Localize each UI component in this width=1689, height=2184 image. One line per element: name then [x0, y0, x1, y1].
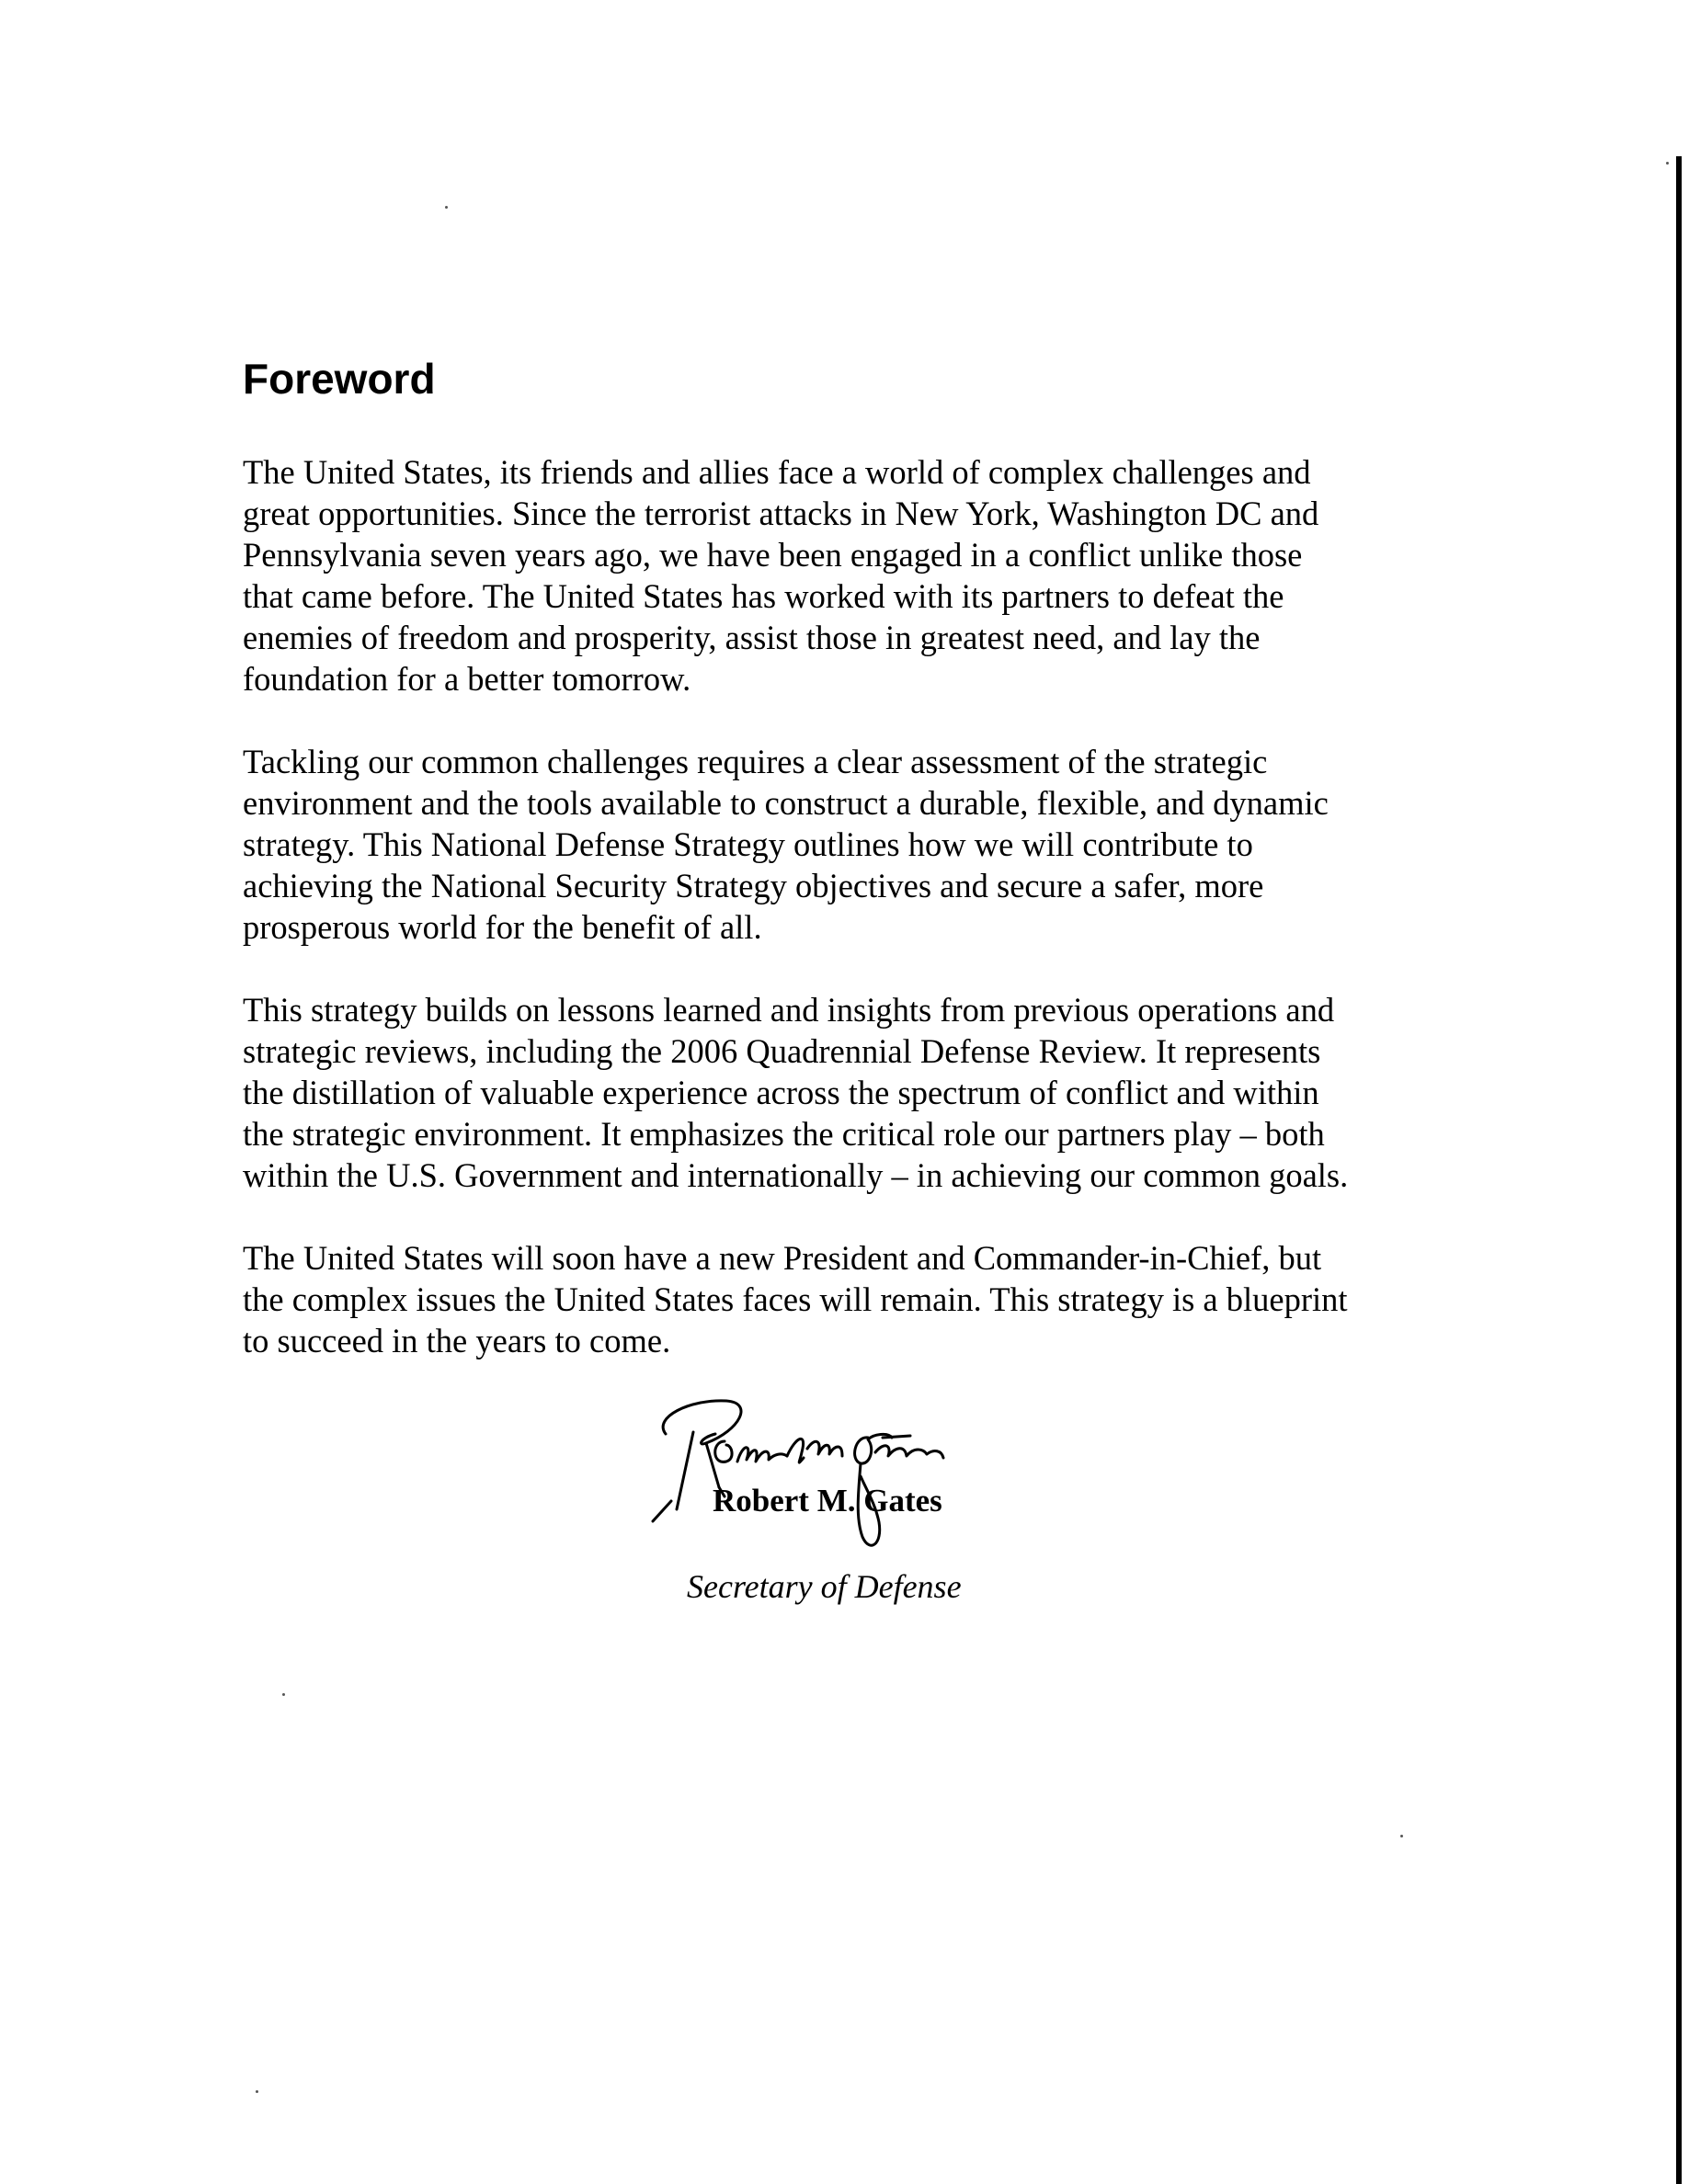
paragraph [243, 451, 1456, 700]
signer-name: Robert M. Gates [713, 1483, 942, 1519]
text-line: This strategy builds on lessons learned and insights from previous operations and [243, 991, 1335, 1029]
paragraph [243, 989, 1456, 1196]
signer-title: Secretary of Defense [687, 1568, 962, 1605]
scan-speck [256, 2090, 258, 2093]
handwritten-signature [634, 1388, 1021, 1572]
text-line: Pennsylvania seven years ago, we have been engaged in a conflict unlike those [243, 536, 1303, 574]
text-line: strategic reviews, including the 2006 Quadrennial Defense Review. It represents [243, 1032, 1321, 1070]
scan-speck [1666, 162, 1669, 165]
paragraph [243, 741, 1456, 948]
text-line: the complex issues the United States faces will remain. This strategy is a blueprint [243, 1280, 1348, 1318]
foreword-body [243, 451, 1456, 1403]
text-line: The United States, its friends and allies face a world of complex challenges and [243, 453, 1311, 491]
text-line: the distillation of valuable experience across the spectrum of conflict and within [243, 1074, 1319, 1111]
paragraph [243, 1237, 1456, 1361]
text-line: foundation for a better tomorrow. [243, 660, 691, 698]
page-title: Foreword [243, 355, 436, 403]
scan-speck [1400, 1835, 1403, 1837]
text-line: strategy. This National Defense Strategy outlines how we will contribute to [243, 825, 1253, 863]
text-line: environment and the tools available to construct a durable, flexible, and dynamic [243, 784, 1329, 822]
text-line: achieving the National Security Strategy objectives and secure a safer, more [243, 867, 1264, 904]
scan-edge-line [1676, 156, 1682, 2184]
text-line: The United States will soon have a new President and Commander-in-Chief, but [243, 1239, 1322, 1277]
text-line: Tackling our common challenges requires a clear assessment of the strategic [243, 743, 1268, 780]
scan-speck [282, 1693, 285, 1696]
signature-block [634, 1388, 1039, 1609]
scan-speck [445, 206, 448, 209]
text-line: the strategic environment. It emphasizes the critical role our partners play – both [243, 1115, 1325, 1153]
text-line: that came before. The United States has worked with its partners to defeat the [243, 577, 1284, 615]
text-line: enemies of freedom and prosperity, assist those in greatest need, and lay the [243, 619, 1261, 656]
text-line: great opportunities. Since the terrorist attacks in New York, Washington DC and [243, 495, 1319, 532]
text-line: prosperous world for the benefit of all. [243, 908, 762, 946]
text-line: to succeed in the years to come. [243, 1322, 671, 1359]
text-line: within the U.S. Government and internationally – in achieving our common goals. [243, 1156, 1349, 1194]
